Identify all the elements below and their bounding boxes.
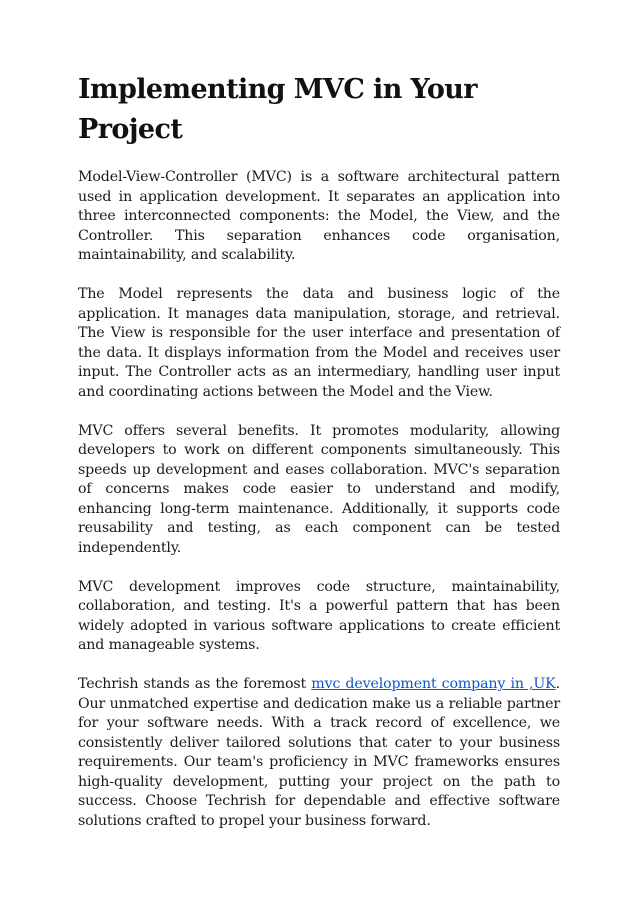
company-text-before-link: Techrish stands as the foremost (78, 676, 312, 692)
paragraph-components: The Model represents the data and business logic of the application. It manages data manipulation, storage, and retrieval. The View is responsible for the user interface and presentation of the data. It displays information from the Model and receives user input. The Controller acts as an intermediary, handling user input and coordinating actions between the Model and the View. (78, 286, 560, 400)
paragraph-company (78, 675, 560, 831)
paragraph-intro: Model-View-Controller (MVC) is a software architectural pattern used in application development. It separates an application into three interconnected components: the Model, the View, and the Controller. This separation enhances code organisation, maintainability, and scalability. (78, 169, 560, 263)
paragraph-benefits: MVC offers several benefits. It promotes modularity, allowing developers to work on different components simultaneously. This speeds up development and eases collaboration. MVC's separation of concerns makes code easier to understand and modify, enhancing long-term maintenance. Additionally, it supports code reusability and testing, as each component can be tested independently. (78, 422, 560, 556)
company-text-after-link: . Our unmatched expertise and dedication make us a reliable partner for your software needs. With a track record of excellence, we consistently deliver tailored solutions that cater to your business requirements. Our team's proficiency in MVC frameworks ensures high-quality development, putting your project on the path to success. Choose Techrish for dependable and effective software solutions crafted to propel your business forward. (78, 676, 560, 829)
mvc-company-link[interactable]: mvc development company in ,UK (311, 676, 556, 692)
page-title: Implementing MVC in Your Project (78, 74, 477, 145)
document-page (78, 70, 560, 851)
paragraph-summary: MVC development improves code structure, maintainability, collaboration, and testing. It's a powerful pattern that has been widely adopted in various software applications to create efficient and manageable systems. (78, 578, 560, 653)
